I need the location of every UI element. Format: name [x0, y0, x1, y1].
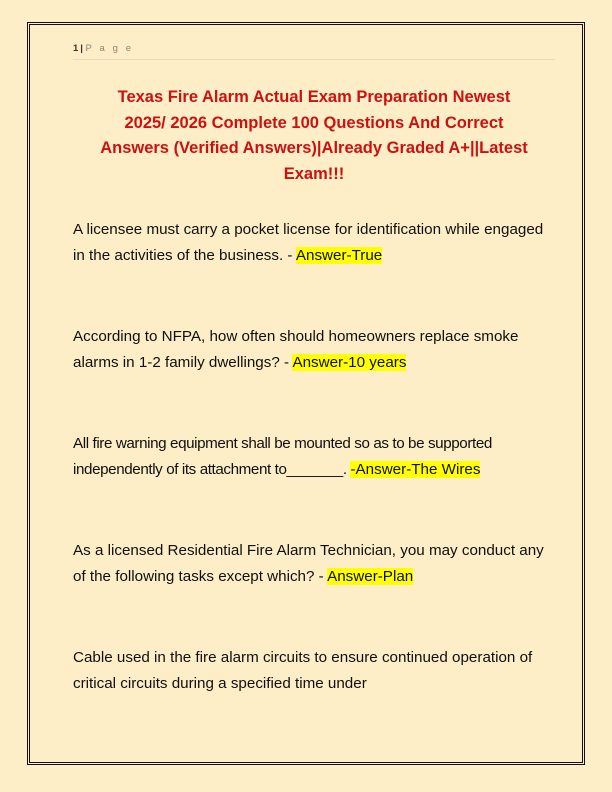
header-separator: | — [80, 43, 84, 54]
title-line-4: Exam!!! — [283, 164, 345, 183]
running-header — [73, 35, 555, 60]
title-line-1: Texas Fire Alarm Actual Exam Preparation Newest — [117, 88, 511, 106]
qa-block — [73, 431, 548, 482]
qa-block — [73, 538, 548, 589]
qa-block — [73, 324, 548, 375]
question-text: Cable used in the fire alarm circuits to ensure continued operation of critical circuits during a specified time under — [73, 649, 533, 692]
question-text: A licensee must carry a pocket license for identification while engaged in the activities of the business. - — [73, 221, 544, 264]
header-page-label: P a g e — [85, 43, 134, 54]
question-answer-list — [73, 217, 548, 696]
answer-text: Answer-Plan — [327, 567, 414, 585]
page-content-area — [73, 35, 553, 696]
answer-text: Answer-True — [295, 246, 383, 264]
title-line-3: Answers (Verified Answers)|Already Graded A+||Latest — [100, 139, 528, 157]
document-title — [75, 85, 553, 187]
question-text: As a licensed Residential Fire Alarm Technician, you may conduct any of the following tasks except which? - — [73, 542, 544, 585]
answer-text: Answer-10 years — [292, 353, 407, 371]
question-text: According to NFPA, how often should homeowners replace smoke alarms in 1-2 family dwellings? - — [73, 328, 519, 371]
question-text: All fire warning equipment shall be mounted so as to be supported independently of its attachment to_______. — [73, 435, 492, 478]
answer-prefix-dash: - — [350, 460, 356, 478]
title-line-2: 2025/ 2026 Complete 100 Questions And Correct — [124, 113, 504, 132]
header-page-indicator — [73, 43, 555, 54]
qa-block — [73, 645, 548, 696]
page-border-frame — [27, 22, 585, 765]
answer-text: Answer-The Wires — [355, 460, 481, 478]
header-page-number: 1 — [73, 43, 79, 54]
qa-block — [73, 217, 548, 268]
